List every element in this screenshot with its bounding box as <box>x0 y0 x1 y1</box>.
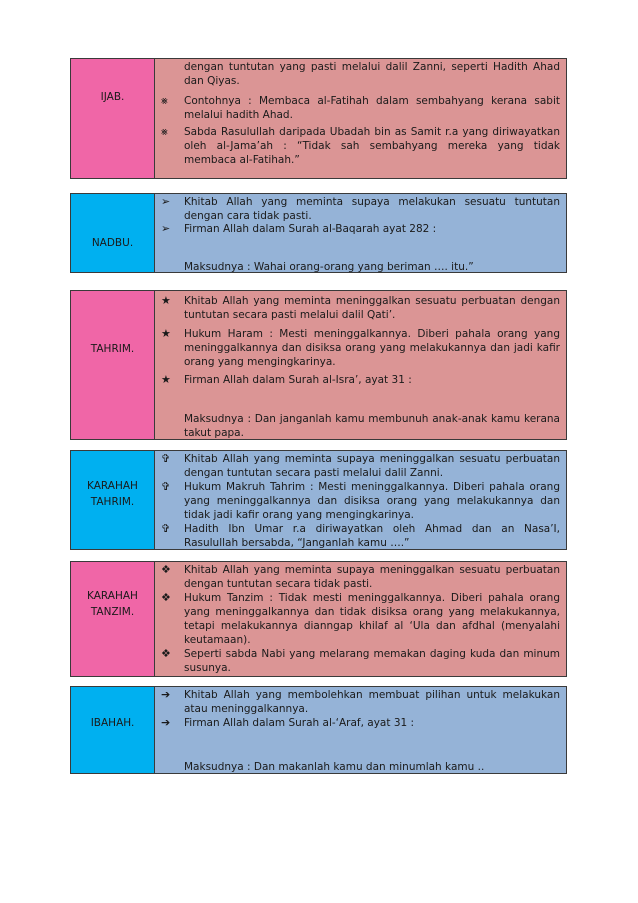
table-nadbu <box>70 193 567 273</box>
label-line: KARAHAH <box>87 480 138 492</box>
label-line: TANZIM. <box>90 606 135 618</box>
cross-bullet-icon: ✞ <box>161 522 171 535</box>
karahah-tanzim-item-3: Seperti sabda Nabi yang melarang memakan daging kuda dan minum susunya. <box>184 648 560 674</box>
tahrim-maksud: Maksudnya : Dan janganlah kamu membunuh anak-anak kamu kerana takut papa. <box>184 413 560 439</box>
ijab-line0: dengan tuntutan yang pasti melalui dalil Zanni, seperti Hadith Ahad dan Qiyas. <box>184 61 560 87</box>
content-ijab <box>155 59 566 178</box>
list-item <box>161 688 560 716</box>
nadbu-item-2: Firman Allah dalam Surah al-Baqarah ayat 282 : <box>184 223 437 235</box>
label-cell-tahrim <box>71 291 155 439</box>
nadbu-bullet-icon: ➢ <box>161 195 171 208</box>
maksud <box>161 260 560 274</box>
label-cell-ijab <box>71 59 155 178</box>
content-karahah-tahrim <box>155 451 566 549</box>
maksud <box>161 412 560 440</box>
ibahah-maksud: Maksudnya : Dan makanlah kamu dan minumlah kamu .. <box>184 761 485 773</box>
karahah-tanzim-item-1: Khitab Allah yang meminta supaya meninggalkan sesuatu perbuatan dengan tuntutan secara tidak pasti. <box>184 564 560 590</box>
list-item <box>161 125 560 167</box>
ijab-item-1: Contohnya : Membaca al-Fatihah dalam sembahyang kerana sabit melalui hadith Ahad. <box>184 95 560 121</box>
list-item <box>161 716 560 730</box>
label-tahrim: TAHRIM. <box>90 343 135 355</box>
nadbu-item-1: Khitab Allah yang meminta supaya melakukan sesuatu tuntutan dengan cara tidak pasti. <box>184 196 560 222</box>
label-cell-karahah-tanzim <box>71 562 155 676</box>
table-ibahah <box>70 686 567 774</box>
tahrim-item-2: Hukum Haram : Mesti meninggalkannya. Diberi pahala orang yang meninggalkannya dan disiksa orang yang melakukannya dan jadi kafir orang yang mengingkarinya. <box>184 328 560 368</box>
table-ijab <box>70 58 567 179</box>
content-nadbu <box>155 194 566 272</box>
label-cell-karahah-tahrim <box>71 451 155 549</box>
table-tahrim <box>70 290 567 440</box>
cross-bullet-icon: ✞ <box>161 452 171 465</box>
ijab-bullet-icon: ⨳ <box>161 94 168 107</box>
table-karahah-tahrim <box>70 450 567 550</box>
content-karahah-tanzim <box>155 562 566 676</box>
tahrim-item-3: Firman Allah dalam Surah al-Isra’, ayat 31 : <box>184 374 412 386</box>
list-item <box>161 222 560 236</box>
content-ibahah <box>155 687 566 773</box>
cross-bullet-icon: ✞ <box>161 480 171 493</box>
tahrim-item-1: Khitab Allah yang meminta meninggalkan sesuatu perbuatan dengan tuntutan secara pasti melalui dalil Qati’. <box>184 295 560 321</box>
arrow-bullet-icon: ➔ <box>161 688 171 701</box>
list-item <box>161 591 560 647</box>
label-karahah-tanzim <box>73 588 152 620</box>
list-item <box>161 294 560 322</box>
tahrim-bullet-icon: ★ <box>161 327 171 340</box>
maksud <box>161 760 560 774</box>
karahah-tahrim-item-3: Hadith Ibn Umar r.a diriwayatkan oleh Ahmad dan an Nasa’I, Rasulullah bersabda, “Janganlah kamu ….” <box>184 523 560 549</box>
table-karahah-tanzim <box>70 561 567 677</box>
ijab-item-2: Sabda Rasulullah daripada Ubadah bin as Samit r.a yang diriwayatkan oleh al-Jama’ah : “Tidak sah sembahyang mereka yang tidak membaca al-Fatihah.” <box>184 126 560 166</box>
karahah-tanzim-item-2: Hukum Tanzim : Tidak mesti meninggalkannya. Diberi pahala orang yang meninggalkannya dan tidak disiksa orang yang melakukannya, tetapi melakukannya dianngap khilaf al ‘Ula dan afdhal (menyalahi keutamaan). <box>184 592 560 646</box>
label-nadbu: NADBU. <box>91 237 134 249</box>
list-item <box>161 452 560 480</box>
nadbu-bullet-icon: ➢ <box>161 222 171 235</box>
arrow-bullet-icon: ➔ <box>161 716 171 729</box>
karahah-tahrim-item-2: Hukum Makruh Tahrim : Mesti meninggalkannya. Diberi pahala orang yang meninggalkannya dan disiksa orang yang melakukannya dan tidak jadi kafir orang yang mengingkarinya. <box>184 481 560 521</box>
label-ibahah: IBAHAH. <box>90 717 135 729</box>
list-item <box>161 480 560 522</box>
tahrim-bullet-icon: ★ <box>161 294 171 307</box>
ibahah-item-1: Khitab Allah yang membolehkan membuat pilihan untuk melakukan atau meninggalkannya. <box>184 689 560 715</box>
label-line: KARAHAH <box>87 590 138 602</box>
diamond-bullet-icon: ❖ <box>161 591 171 604</box>
list-item <box>161 327 560 369</box>
label-line: TAHRIM. <box>90 496 135 508</box>
label-karahah-tahrim <box>73 478 152 510</box>
nadbu-maksud: Maksudnya : Wahai orang-orang yang beriman …. itu.” <box>184 261 474 273</box>
list-item <box>161 195 560 223</box>
list-item <box>161 563 560 591</box>
list-item <box>161 647 560 675</box>
label-cell-ibahah <box>71 687 155 773</box>
karahah-tahrim-item-1: Khitab Allah yang meminta supaya meninggalkan sesuatu perbuatan dengan tuntutan secara pasti melalui dalil Zanni. <box>184 453 560 479</box>
diamond-bullet-icon: ❖ <box>161 563 171 576</box>
tahrim-bullet-icon: ★ <box>161 373 171 386</box>
ibahah-item-2: Firman Allah dalam Surah al-‘Araf, ayat 31 : <box>184 717 415 729</box>
label-ijab: IJAB. <box>100 91 125 103</box>
list-item <box>161 373 560 387</box>
content-tahrim <box>155 291 566 439</box>
label-cell-nadbu <box>71 194 155 272</box>
diamond-bullet-icon: ❖ <box>161 647 171 660</box>
list-item <box>161 60 560 88</box>
list-item <box>161 522 560 550</box>
ijab-bullet-icon: ⨳ <box>161 125 168 138</box>
list-item <box>161 94 560 122</box>
